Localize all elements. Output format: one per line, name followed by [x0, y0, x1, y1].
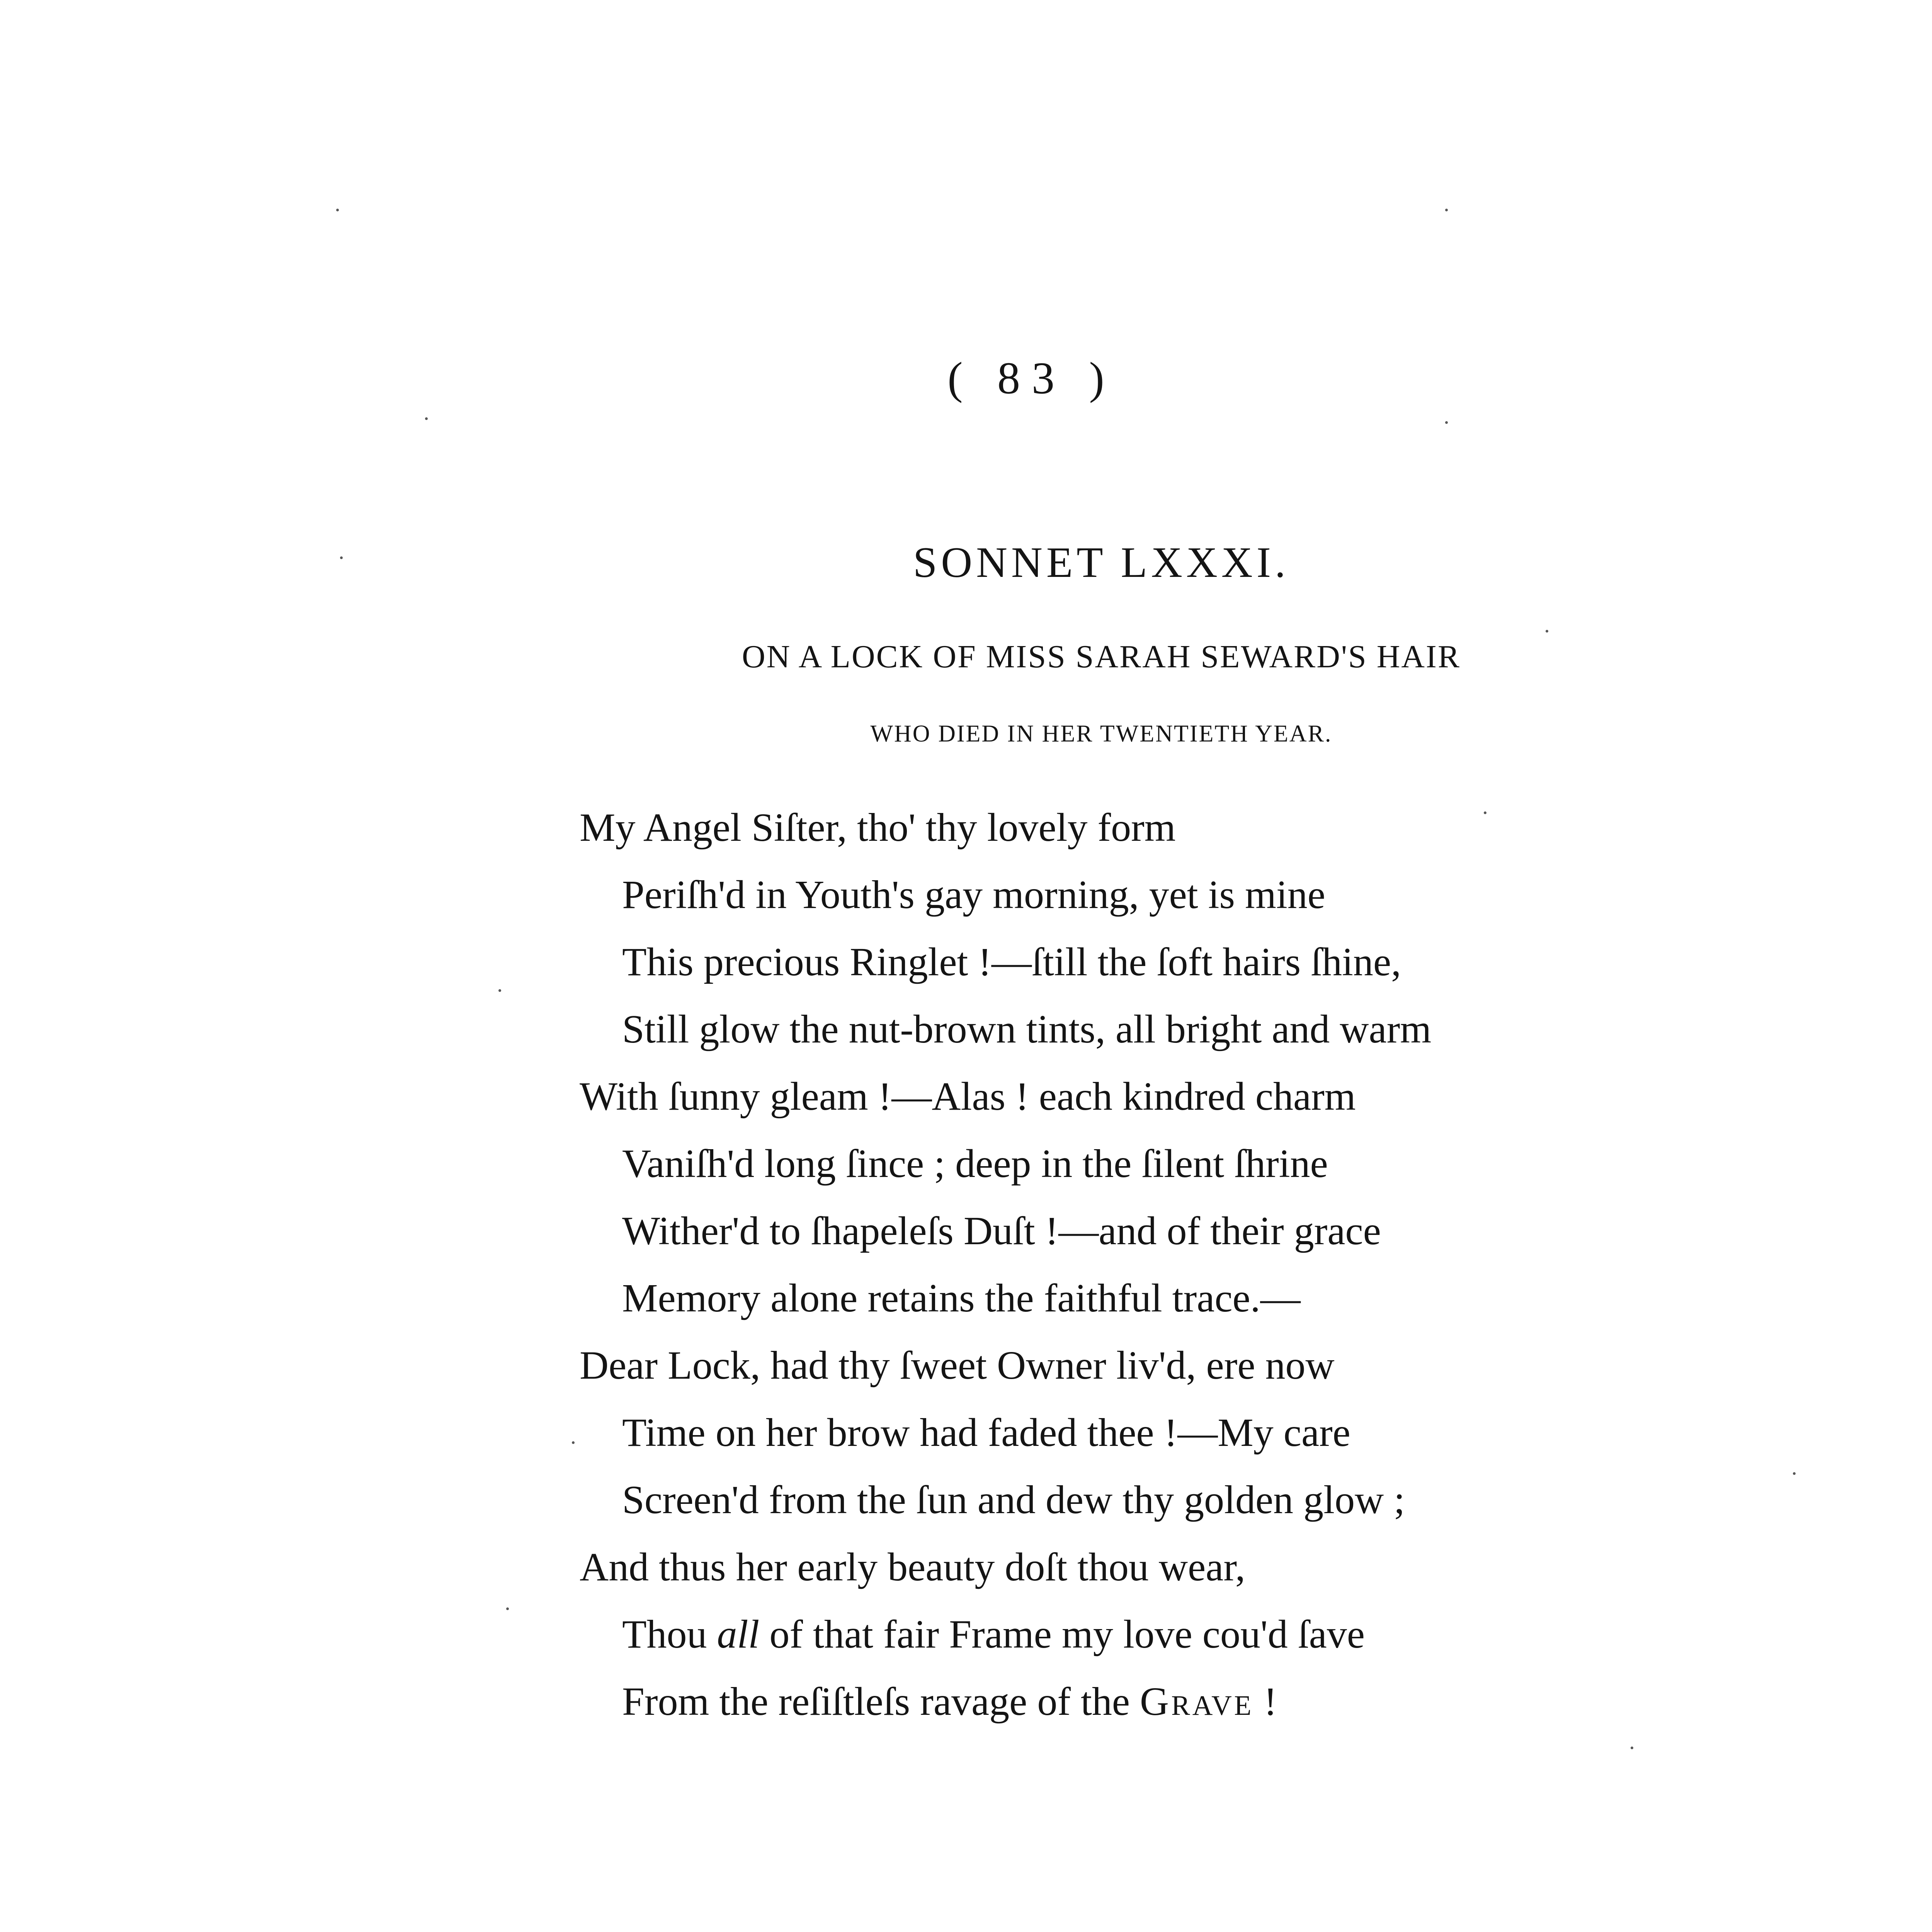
- poem-line: Vaniſh'd long ſince ; deep in the ſilent ſhrine: [622, 1141, 1328, 1186]
- poem-line: Periſh'd in Youth's gay morning, yet is mine: [622, 872, 1325, 917]
- scan-speck: [1445, 421, 1448, 424]
- scan-speck: [1793, 1472, 1796, 1475]
- scan-speck: [1546, 630, 1548, 633]
- scan-speck: [1631, 1747, 1633, 1749]
- scan-speck: [425, 417, 428, 420]
- scan-speck: [336, 209, 339, 211]
- poem-line: Screen'd from the ſun and dew thy golden glow ;: [622, 1478, 1405, 1522]
- scan-speck: [506, 1607, 509, 1610]
- poem-line: [622, 1614, 1365, 1655]
- poem-line: Still glow the nut-brown tints, all bright and warm: [622, 1007, 1432, 1051]
- poem-line: Dear Lock, had thy ſweet Owner liv'd, ere now: [580, 1343, 1335, 1388]
- page-number: ( 83 ): [947, 353, 1116, 403]
- poem-line: Time on her brow had faded thee !—My care: [622, 1410, 1350, 1455]
- sonnet-dedication: WHO DIED IN HER TWENTIETH YEAR.: [870, 721, 1332, 747]
- poem-line: And thus her early beauty doſt thou wear,: [580, 1545, 1245, 1589]
- sonnet-subtitle: ON A LOCK OF MISS SARAH SEWARD'S HAIR: [742, 639, 1461, 675]
- poem-line-text: of that fair Frame my love cou'd ſave: [759, 1612, 1365, 1656]
- poem-line: This precious Ringlet !—ſtill the ſoft hairs ſhine,: [622, 940, 1401, 984]
- scan-speck: [1445, 209, 1448, 211]
- scan-speck: [498, 989, 501, 992]
- scan-speck: [572, 1441, 575, 1444]
- poem-line: [622, 1679, 1277, 1724]
- sonnet-title: SONNET LXXXI.: [913, 539, 1290, 587]
- poem-line-text: Thou: [622, 1612, 717, 1656]
- poem-smallcaps-word: Grave: [1140, 1679, 1254, 1724]
- poem-line: Memory alone retains the faithful trace.—: [622, 1276, 1301, 1320]
- scan-speck: [1484, 811, 1486, 814]
- poem-line: Wither'd to ſhapeleſs Duſt !—and of their grace: [622, 1209, 1381, 1253]
- poem-line-text: From the reſiſtleſs ravage of the: [622, 1679, 1140, 1724]
- poem-italic-word: all: [717, 1612, 760, 1656]
- poem-line: My Angel Siſter, tho' thy lovely form: [580, 805, 1176, 850]
- poem-line: With ſunny gleam !—Alas ! each kindred charm: [580, 1074, 1356, 1119]
- scan-speck: [340, 556, 343, 559]
- poem-line-text: !: [1253, 1679, 1277, 1724]
